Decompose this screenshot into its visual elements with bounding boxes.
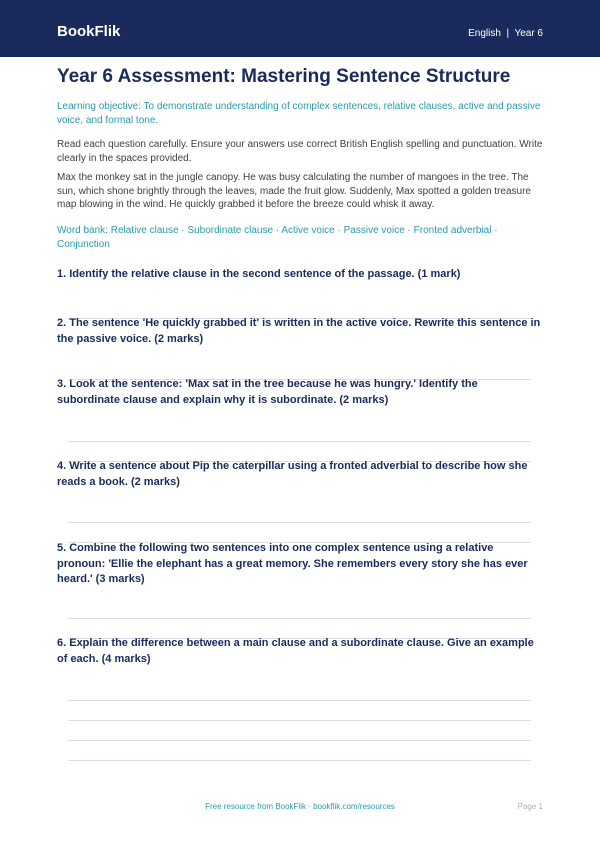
- footer-credit: Free resource from BookFlik · bookflik.com/resources: [205, 802, 395, 811]
- question-5: 5. Combine the following two sentences into one complex sentence using a relative pronoun: 'Ellie the elephant has a great memory. She remembers every story she has ever heard.' (3 marks): [57, 542, 528, 585]
- question-6: 6. Explain the difference between a main clause and a subordinate clause. Give an example of each. (4 marks): [57, 637, 534, 665]
- page-number: Page 1: [517, 802, 543, 811]
- answer-line[interactable]: [68, 618, 531, 619]
- page-title: Year 6 Assessment: Mastering Sentence Structure: [57, 66, 511, 87]
- answer-line[interactable]: [68, 441, 531, 442]
- subject-year-label: English | Year 6: [468, 28, 543, 39]
- question-1: 1. Identify the relative clause in the second sentence of the passage. (1 mark): [57, 268, 461, 280]
- learning-objective: Learning objective: To demonstrate understanding of complex sentences, relative clauses, active and passive voice, and formal tone.: [57, 101, 541, 126]
- answer-line[interactable]: [68, 740, 531, 741]
- answer-line[interactable]: [68, 720, 531, 721]
- reading-passage: Max the monkey sat in the jungle canopy. He was busy calculating the number of mangoes in the tree. The sun, which shone brightly through the leaves, made the fruit glow. Suddenly, Max spotted a golden treasure map blowing in the wind. He quickly grabbed it before the breeze could whisk it away.: [57, 172, 531, 211]
- brand-logo: BookFlik: [57, 23, 121, 40]
- answer-line[interactable]: [68, 700, 531, 701]
- instructions: Read each question carefully. Ensure your answers use correct British English spelling and punctuation. Write clearly in the spaces provided.: [57, 139, 543, 164]
- header-bar: [0, 0, 600, 57]
- word-bank: Word bank: Relative clause · Subordinate clause · Active voice · Passive voice · Fronted adverbial · Conjunction: [57, 225, 498, 250]
- question-4: 4. Write a sentence about Pip the caterpillar using a fronted adverbial to describe how she reads a book. (2 marks): [57, 460, 528, 488]
- question-2: 2. The sentence 'He quickly grabbed it' is written in the active voice. Rewrite this sentence in the passive voice. (2 marks): [57, 317, 541, 345]
- answer-line[interactable]: [68, 522, 531, 523]
- question-3: 3. Look at the sentence: 'Max sat in the tree because he was hungry.' Identify the subordinate clause and explain why it is subordinate. (2 marks): [57, 378, 478, 406]
- answer-line[interactable]: [68, 760, 531, 761]
